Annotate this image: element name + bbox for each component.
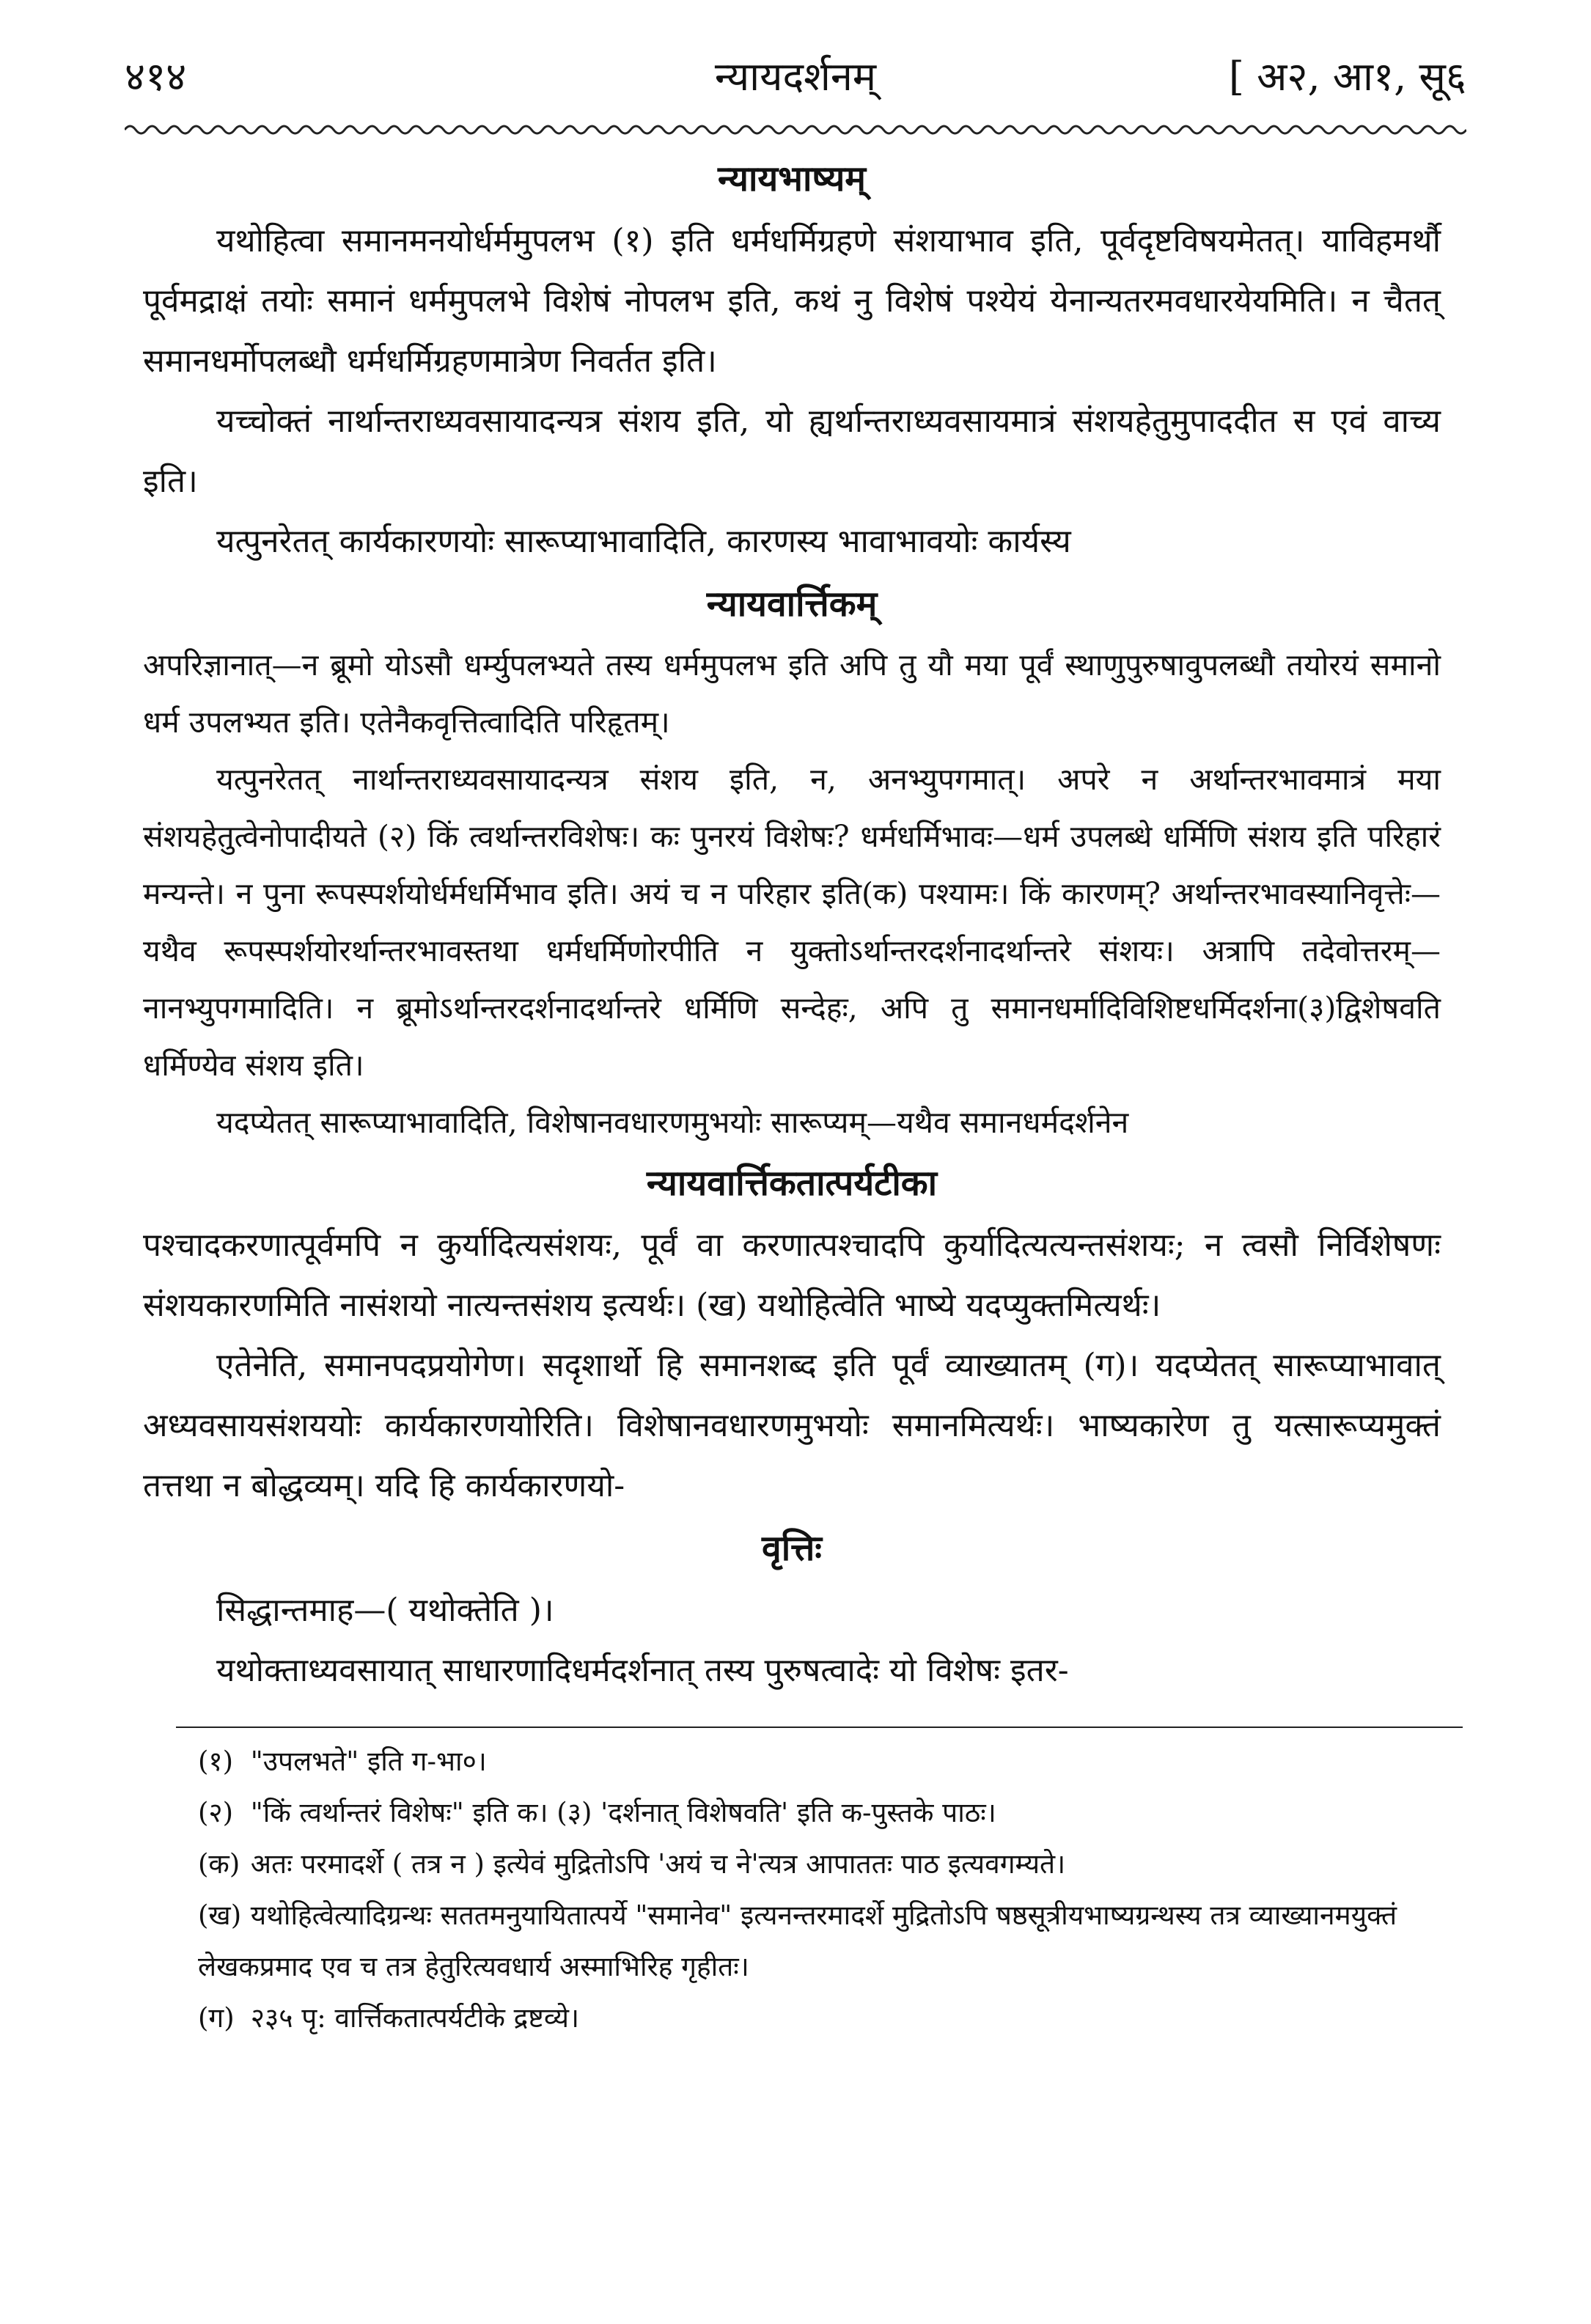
footnote (198, 1993, 1452, 2044)
section-heading: वृत्तिः (762, 1528, 822, 1569)
paragraph: अपरिज्ञानात्—न ब्रूमो योऽसौ धर्म्युपलभ्यते तस्य धर्ममुपलभ इति अपि तु यौ मया पूर्वं स्थाणुपुरुषावुपलब्धौ तयोरयं समानो धर्म उपलभ्यत इति। एतेनैकवृत्तित्वादिति परिहृतम्। (143, 647, 1441, 740)
page-number: ४१४ (125, 54, 187, 100)
section-reference: [ अ२, आ१, सू६ (1228, 54, 1466, 100)
section-heading: न्यायभाष्यम् (717, 158, 867, 199)
paragraph: यच्चोक्तं नार्थान्तराध्यवसायादन्यत्र संशय इति, यो ह्यर्थान्तराध्यवसायमात्रं संशयहेतुमुपाददीत स एवं वाच्य इति। (143, 402, 1441, 500)
footnote-rule (176, 1727, 1463, 1728)
paragraph: पश्चादकरणात्पूर्वमपि न कुर्यादित्यसंशयः, पूर्वं वा करणात्पश्चादपि कुर्यादित्यत्यन्तसंशयः; न त्वसौ निर्विशेषणः संशयकारणमिति नासंशयो नात्यन्तसंशय इत्यर्थः। (ख) यथोहित्वेति भाष्ये यदप्युक्तमित्यर्थः। (143, 1227, 1441, 1324)
paragraph: यदप्येतत् सारूप्याभावादिति, विशेषानवधारणमुभयोः सारूप्यम्—यथैव समानधर्मदर्शनेन (216, 1105, 1129, 1140)
footnote-text: यथोहित्वेत्यादिग्रन्थः सततमनुयायितात्पर्ये "समानेव" इत्यनन्तरमादर्शे मुद्रितोऽपि षष्ठसूत्रीयभाष्यग्रन्थस्य तत्र व्याख्यानमयुक्तं लेखकप्रमाद एव च तत्र हेतुरित्यवधार्य अस्माभिरिह गृहीतः। (198, 1900, 1397, 1982)
footnote-text: २३५ पृ: वार्त्तिकतात्पर्यटीके द्रष्टव्ये। (250, 2002, 580, 2034)
paragraph: एतेनेति, समानपदप्रयोगेण। सदृशार्थो हि समानशब्द इति पूर्वं व्याख्यातम् (ग)। यदप्येतत् सारूप्याभावात् अध्यवसायसंशययोः कार्यकारणयोरिति। विशेषानवधारणमुभयोः समानमित्यर्थः। भाष्यकारेण तु यत्सारूप्यमुक्तं तत्तथा न बोद्धव्यम्। यदि हि कार्यकारणयो- (143, 1347, 1441, 1504)
section-heading: न्यायवार्त्तिकतात्पर्यटीका (646, 1163, 938, 1204)
section-nyayavarttika (143, 572, 1441, 1151)
running-header (125, 44, 1466, 110)
footnote-label: (ख) (198, 1900, 242, 1931)
footnote-label: (ग) (198, 2002, 235, 2034)
section-tatparyatika (143, 1151, 1441, 1516)
section-heading: न्यायवार्त्तिकम् (706, 584, 878, 625)
footnote-text: "उपलभते" इति ग-भा०। (250, 1746, 487, 1777)
footnote-label: (क) (198, 1848, 240, 1880)
footnote-text: अतः परमादर्शे ( तत्र न ) इत्येवं मुद्रितोऽपि 'अयं च ने'त्यत्र आपाततः पाठ इत्यवगम्यते। (250, 1848, 1066, 1880)
main-text (143, 147, 1441, 1701)
running-title: न्यायदर्शनम् (714, 54, 877, 100)
footnote (198, 1839, 1452, 1890)
footnote (198, 1890, 1452, 1993)
paragraph: यत्पुनरेतत् नार्थान्तराध्यवसायादन्यत्र संशय इति, न, अनभ्युपगमात्। अपरे न अर्थान्तरभावमात्रं मया संशयहेतुत्वेनोपादीयते (२) किं त्वर्थान्तरविशेषः। कः पुनरयं विशेषः? धर्मधर्मिभावः—धर्म उपलब्धे धर्मिणि संशय इति परिहारं मन्यन्ते। न पुना रूपस्पर्शयोर्धर्मधर्मिभाव इति। अयं च न परिहार इति(क) पश्यामः। किं कारणम्? अर्थान्तरभावस्यानिवृत्तेः—यथैव रूपस्पर्शयोरर्थान्तरभावस्तथा धर्मधर्मिणोरपीति न युक्तोऽर्थान्तरदर्शनादर्थान्तरे संशयः। अत्रापि तदेवोत्तरम्—नानभ्युपगमादिति। न ब्रूमोऽर्थान्तरदर्शनादर्थान्तरे धर्मिणि सन्देहः, अपि तु समानधर्मादिविशिष्टधर्मिदर्शना(३)द्विशेषवति धर्मिण्येव संशय इति। (143, 762, 1441, 1083)
footnote-label: (२) (198, 1797, 234, 1828)
footnote-text: "किं त्वर्थान्तरं विशेषः" इति क। (३) 'दर्शनात् विशेषवति' इति क-पुस्तके पाठः। (250, 1797, 996, 1828)
paragraph: यथोहित्वा समानमनयोर्धर्ममुपलभ (१) इति धर्मधर्मिग्रहणे संशयाभाव इति, पूर्वदृष्टविषयमेतत्। याविहमर्थौ पूर्वमद्राक्षं तयोः समानं धर्ममुपलभे विशेषं नोपलभ इति, कथं नु विशेषं पश्येयं येनान्यतरमवधारयेयमिति। न चैतत् समानधर्मोपलब्धौ धर्मधर्मिग्रहणमात्रेण निवर्तत इति। (143, 222, 1441, 380)
paragraph: यत्पुनरेतत् कार्यकारणयोः सारूप्याभावादिति, कारणस्य भावाभावयोः कार्यस्य (216, 523, 1071, 560)
paragraph: सिद्धान्तमाह—( यथोक्तेति )। (216, 1592, 554, 1629)
paragraph: यथोक्ताध्यवसायात् साधारणादिधर्मदर्शनात् तस्य पुरुषत्वादेः यो विशेषः इतर- (216, 1652, 1069, 1689)
footnotes (198, 1736, 1452, 2044)
footnote-label: (१) (198, 1746, 234, 1777)
footnote (198, 1736, 1452, 1787)
footnote (198, 1787, 1452, 1839)
section-nyayabhashya (143, 147, 1441, 572)
header-wavy-rule (125, 121, 1466, 139)
section-vritti (143, 1516, 1441, 1701)
